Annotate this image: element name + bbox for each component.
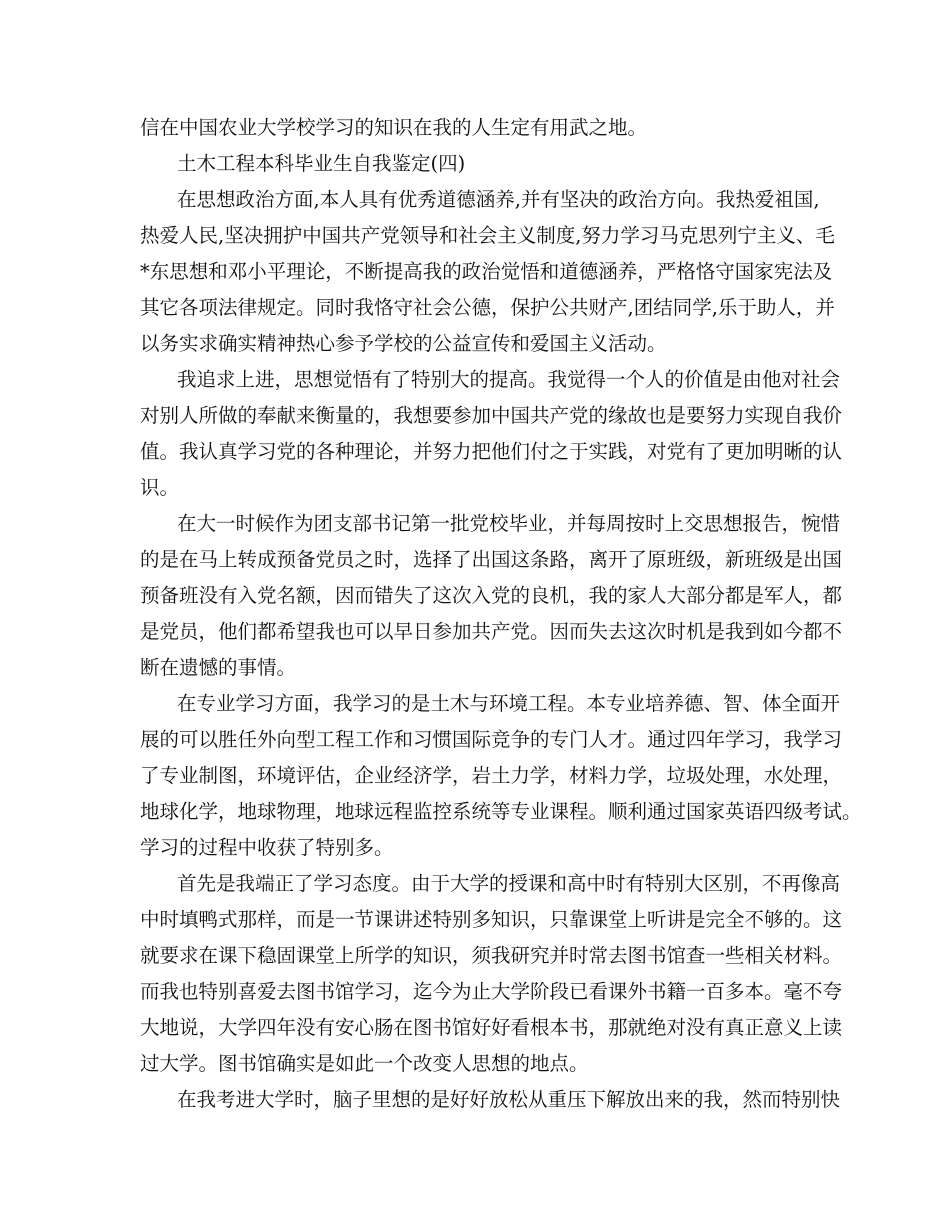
text-line: 而我也特别喜爱去图书馆学习，迄今为止大学阶段已看课外书籍一百多本。毫不夸 <box>140 980 843 1003</box>
text-line: *东思想和邓小平理论，不断提高我的政治觉悟和道德涵养，严格恪守国家宪法及 <box>140 260 833 283</box>
text-line: 是党员，他们都希望我也可以早日参加共产党。因而失去这次时机是我到如今都不 <box>140 620 843 643</box>
text-line: 大地说，大学四年没有安心肠在图书馆好好看根本书，那就绝对没有真正意义上读 <box>140 1016 843 1039</box>
text-line: 学习的过程中收获了特别多。 <box>140 836 394 859</box>
text-line: 在思想政治方面,本人具有优秀道德涵养,并有坚决的政治方向。我热爱祖国, <box>177 188 820 211</box>
text-line: 了专业制图，环境评估，企业经济学，岩土力学，材料力学，垃圾处理，水处理， <box>140 764 843 787</box>
text-line: 就要求在课下稳固课堂上所学的知识，须我研究并时常去图书馆查一些相关材料。 <box>140 944 843 967</box>
section-heading: 土木工程本科毕业生自我鉴定(四) <box>177 152 466 175</box>
text-line: 断在遗憾的事情。 <box>140 656 297 679</box>
text-line: 识。 <box>140 476 180 499</box>
text-line: 在大一时候作为团支部书记第一批党校毕业，并每周按时上交思想报告，惋惜 <box>177 512 841 535</box>
text-line: 我追求上进，思想觉悟有了特别大的提高。我觉得一个人的价值是由他对社会 <box>177 368 841 391</box>
text-line: 以务实求确实精神热心参予学校的公益宣传和爱国主义活动。 <box>140 332 667 355</box>
text-line: 在我考进大学时，脑子里想的是好好放松从重压下解放出来的我，然而特别快 <box>177 1088 841 1111</box>
text-line: 其它各项法律规定。同时我恪守社会公德，保护公共财产,团结同学,乐于助人，并 <box>140 296 835 319</box>
text-line: 展的可以胜任外向型工程工作和习惯国际竞争的专门人才。通过四年学习，我学习 <box>140 728 843 751</box>
text-line: 值。我认真学习党的各种理论，并努力把他们付之于实践，对党有了更加明晰的认 <box>140 440 843 463</box>
text-line: 过大学。图书馆确实是如此一个改变人思想的地点。 <box>140 1052 589 1075</box>
text-line: 地球化学，地球物理，地球远程监控系统等专业课程。顺利通过国家英语四级考试。 <box>140 800 862 823</box>
text-line: 的是在马上转成预备党员之时，选择了出国这条路，离开了原班级，新班级是出国 <box>140 548 843 571</box>
text-line: 预备班没有入党名额，因而错失了这次入党的良机，我的家人大部分都是军人，都 <box>140 584 843 607</box>
text-line: 在专业学习方面，我学习的是土木与环境工程。本专业培养德、智、体全面开 <box>177 692 841 715</box>
document-body <box>140 110 862 1118</box>
text-line: 首先是我端正了学习态度。由于大学的授课和高中时有特别大区别，不再像高 <box>177 872 841 895</box>
text-line: 信在中国农业大学校学习的知识在我的人生定有用武之地。 <box>140 116 648 139</box>
text-line: 对别人所做的奉献来衡量的，我想要参加中国共产党的缘故也是要努力实现自我价 <box>140 404 843 427</box>
text-line: 中时填鸭式那样，而是一节课讲述特别多知识，只靠课堂上听讲是完全不够的。这 <box>140 908 843 931</box>
text-line: 热爱人民,坚决拥护中国共产党领导和社会主义制度,努力学习马克思列宁主义、毛 <box>140 224 835 247</box>
